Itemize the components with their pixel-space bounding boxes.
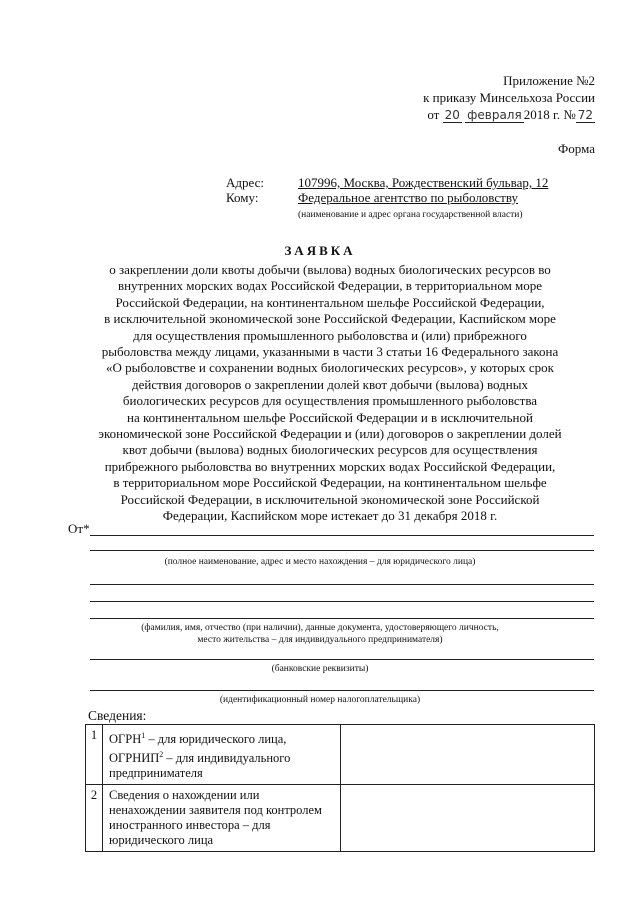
subject-line: о закреплении доли квоты добычи (вылова) водных биологических ресурсов во <box>109 262 551 277</box>
row-label-line: юридического лица <box>109 833 214 848</box>
from-line-4[interactable] <box>90 601 594 602</box>
from-line-2[interactable] <box>90 550 594 551</box>
subject-line: Российской Федерации, на континентальном шельфе Российской Федерации, <box>115 294 545 310</box>
subject-line: в исключительной экономической зоне Российской Федерации, Каспийском море <box>104 311 556 327</box>
details-table <box>85 724 595 852</box>
from-line-3[interactable] <box>90 584 594 585</box>
footnote-ref: 1 <box>141 731 146 740</box>
row-number: 1 <box>86 725 103 785</box>
subject-line: действия договоров о закреплении долей квот добычи (вылова) водных <box>132 376 528 392</box>
bank-details-line[interactable] <box>90 659 594 660</box>
subject-line: внутренних морских водах Российской Федерации, в территориальном море <box>117 278 543 294</box>
row-value[interactable] <box>341 725 595 785</box>
row-label <box>103 725 341 785</box>
legal-entity-note-text: (полное наименование, адрес и место нахождения – для юридического лица) <box>164 557 476 567</box>
legal-entity-note <box>0 556 640 568</box>
details-heading: Сведения: <box>88 708 147 723</box>
individual-note-line-2: место жительства – для индивидуального предпринимателя) <box>197 635 443 645</box>
subject-line: Российской Федерации, в исключительной экономической зоне Российской <box>120 491 540 507</box>
from-line-5[interactable] <box>90 618 594 619</box>
document-title: ЗАЯВКА <box>284 243 356 258</box>
subject-line: рыболовства между лицами, указанными в части 3 статьи 16 Федерального закона <box>101 344 559 360</box>
subject-line: для осуществления промышленного рыболовства и (или) прибрежного <box>133 327 527 343</box>
ogrn-text: ОГРН <box>109 732 142 747</box>
appendix-title: Приложение №2 <box>503 73 595 88</box>
recipient-label: Кому: <box>226 190 259 205</box>
appendix-order: к приказу Минсельхоза России <box>423 90 595 105</box>
subject-line: «О рыболовстве и сохранении водных биологических ресурсов», у которых срок <box>106 360 554 376</box>
inn-note <box>0 694 640 706</box>
address-row <box>0 175 640 190</box>
appendix-block <box>423 72 595 124</box>
subject-line: на континентальном шельфе Российской Федерации и в исключительной <box>127 409 533 425</box>
ogrnip-desc: – для индивидуального <box>163 751 291 766</box>
from-line-1[interactable] <box>90 535 594 536</box>
form-label: Форма <box>558 141 595 156</box>
table-row <box>86 785 595 852</box>
application-subject <box>70 262 590 525</box>
subject-line: прибрежного рыболовства во внутренних морских водах Российской Федерации, <box>104 458 556 474</box>
subject-line: Федерации, Каспийском море истекает до 31 декабря 2018 г. <box>162 508 498 524</box>
ogrn-desc: – для юридического лица, <box>145 732 287 747</box>
date-month: февраля <box>467 108 522 122</box>
number-prefix: № <box>563 107 576 122</box>
individual-note-line-1: (фамилия, имя, отчество (при наличии), данные документа, удостоверяющего личность, <box>141 623 499 633</box>
table-row <box>86 725 595 785</box>
row-value[interactable] <box>341 785 595 852</box>
address-hint: (наименование и адрес органа государственной власти) <box>298 210 523 220</box>
subject-line: в территориальном море Российской Федерации, на континентальном шельфе <box>113 475 547 491</box>
date-prefix: от <box>427 107 440 122</box>
row-label-line: Сведения о нахождении или <box>109 788 260 803</box>
address-value: 107996, Москва, Рождественский бульвар, 12 <box>298 175 549 190</box>
row-label-line: ненахождении заявителя под контролем <box>109 803 322 818</box>
bank-details-note <box>0 663 640 675</box>
date-year: 2018 г. <box>523 107 561 122</box>
ogrnip-text: ОГРНИП <box>109 751 160 766</box>
subject-line: экономической зоне Российской Федерации и (или) договоров о закреплении долей <box>98 426 562 442</box>
address-label: Адрес: <box>226 175 264 190</box>
footnote-ref: 2 <box>159 750 164 760</box>
address-block <box>0 175 640 220</box>
row-label-line: иностранного инвестора – для <box>109 818 271 833</box>
row-label <box>103 785 341 852</box>
inn-note-text: (идентификационный номер налогоплательщика) <box>219 695 421 705</box>
from-label: От* <box>68 521 90 536</box>
order-number: 72 <box>577 108 593 122</box>
appendix-date-line <box>423 106 595 124</box>
individual-note <box>0 622 640 646</box>
inn-line[interactable] <box>90 690 594 691</box>
ogrnip-desc-cont: предпринимателя <box>109 766 203 781</box>
subject-line: квот добычи (вылова) водных биологических ресурсов для осуществления <box>122 442 538 458</box>
recipient-value: Федеральное агентство по рыболовству <box>298 190 519 205</box>
row-number: 2 <box>86 785 103 852</box>
date-day: 20 <box>444 108 460 122</box>
bank-details-note-text: (банковские реквизиты) <box>271 664 369 674</box>
recipient-row <box>0 190 640 205</box>
subject-line: биологических ресурсов для осуществления промышленного рыболовства <box>122 393 538 409</box>
